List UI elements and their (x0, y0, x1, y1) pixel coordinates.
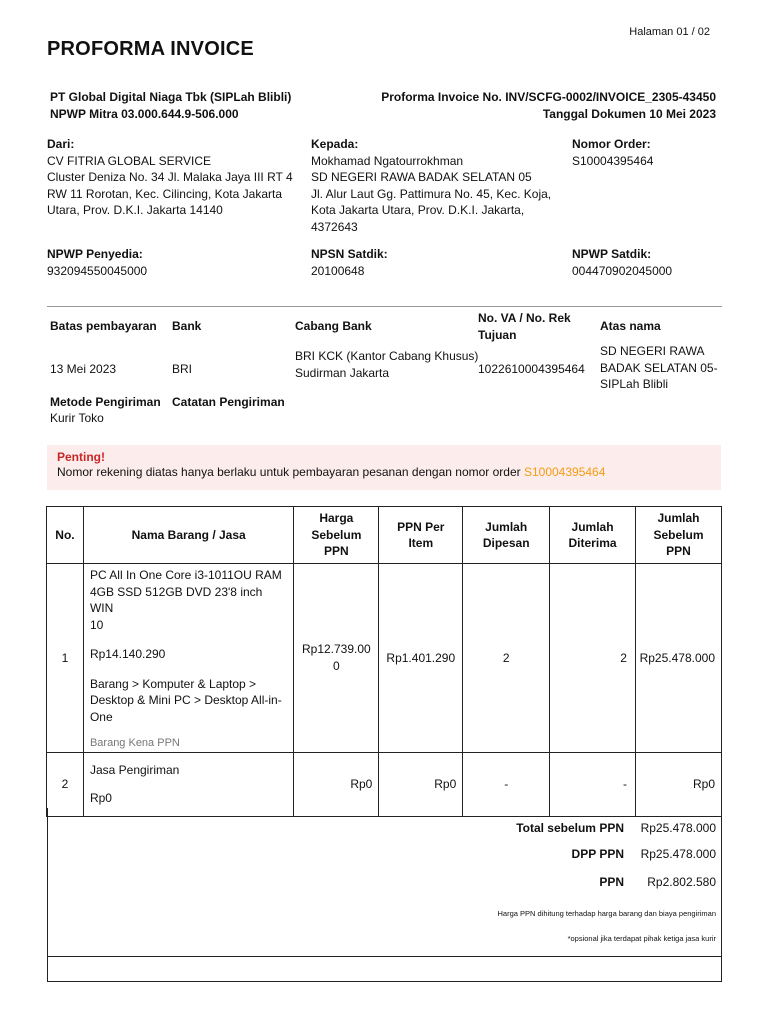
item-price: Rp14.140.290 (89, 647, 166, 661)
ppn-value: Rp2.802.580 (647, 875, 716, 889)
item-name: Jasa Pengiriman (89, 763, 180, 777)
to-block (311, 136, 561, 235)
notice-text (57, 465, 605, 479)
order-value: S10004395464 (572, 153, 654, 168)
payment-header-cabang: Cabang Bank (295, 319, 372, 333)
items-table (46, 506, 722, 817)
item-price: Rp0 (89, 790, 112, 805)
row-item-details (83, 564, 293, 753)
from-block (47, 136, 297, 219)
summary-note: *opsional jika terdapat pihak ketiga jasa kurir (567, 934, 716, 943)
table-row (47, 752, 722, 816)
row-dipesan: - (463, 752, 550, 816)
order-label: Nomor Order: (572, 137, 651, 151)
to-line: Kota Jakarta Utara, Prov. D.K.I. Jakarta, (311, 203, 525, 217)
total-value: Rp25.478.000 (640, 821, 716, 835)
header-diterima (550, 507, 636, 564)
to-line: 4372643 (311, 219, 358, 234)
divider (47, 306, 722, 307)
header-line: Dipesan (482, 536, 530, 550)
row-no: 1 (47, 564, 84, 753)
row-jumlah: Rp0 (635, 752, 721, 816)
to-name: Mokhamad Ngatourrokhman (311, 153, 464, 168)
row-harga-line: 0 (333, 658, 340, 673)
payment-atas-nama-line: SIPLah Blibli (600, 377, 669, 391)
shipping-method-label: Metode Pengiriman (50, 395, 161, 409)
invoice-number: Proforma Invoice No. INV/SCFG-0002/INVOICE_2305-43450 (381, 90, 716, 104)
npsn-label: NPSN Satdik: (311, 247, 388, 261)
header-line: Sebelum (653, 527, 704, 542)
to-line: SD NEGERI RAWA BADAK SELATAN 05 (311, 170, 532, 184)
payment-header-va (478, 310, 571, 343)
header-line: Harga (319, 511, 354, 526)
summary-note: Harga PPN dihitung terhadap harga barang dan biaya pengiriman (497, 909, 716, 918)
from-address-line: Cluster Deniza No. 34 Jl. Malaka Jaya III RT 4 (47, 170, 293, 184)
row-item-details (83, 752, 293, 816)
payment-header-va-line: Tujuan (478, 327, 517, 342)
notice-heading: Penting! (57, 450, 105, 464)
dpp-value: Rp25.478.000 (640, 847, 716, 861)
item-name-line: 4GB SSD 512GB DVD 23'8 inch WIN (89, 584, 263, 615)
item-name-line: 10 (89, 617, 104, 632)
payment-atas-nama-line: SD NEGERI RAWA (600, 344, 705, 358)
order-block (572, 136, 653, 169)
header-line: Jumlah (485, 519, 528, 534)
from-name: CV FITRIA GLOBAL SERVICE (47, 153, 212, 168)
header-line: Jumlah (657, 511, 700, 526)
row-jumlah: Rp25.478.000 (635, 564, 721, 753)
item-name-line: PC All In One Core i3-1011OU RAM (89, 568, 282, 582)
header-ppn (379, 507, 463, 564)
notice-box (47, 445, 721, 490)
from-address-line: RW 11 Rorotan, Kec. Cilincing, Kota Jakarta (47, 186, 282, 201)
header-line: PPN (666, 544, 691, 559)
row-harga: Rp0 (294, 752, 379, 816)
dpp-label: DPP PPN (571, 847, 624, 861)
npwp-satdik-block (572, 246, 672, 279)
row-ppn: Rp1.401.290 (379, 564, 463, 753)
row-diterima: - (550, 752, 636, 816)
table-header-row (47, 507, 722, 564)
row-no: 2 (47, 752, 84, 816)
item-category-line: One (89, 709, 113, 724)
header-dipesan (463, 507, 550, 564)
npwp-satdik-value: 004470902045000 (572, 263, 673, 278)
npsn-value: 20100648 (311, 263, 365, 278)
table-row (47, 564, 722, 753)
item-category-line: Barang > Komputer & Laptop > (89, 676, 257, 691)
seller-name: PT Global Digital Niaga Tbk (SIPLah Blibli) (50, 90, 292, 104)
payment-header-batas: Batas pembayaran (50, 319, 157, 333)
header-harga (294, 507, 379, 564)
row-diterima: 2 (550, 564, 636, 753)
from-label: Dari: (47, 137, 75, 151)
header-line: Diterima (568, 536, 617, 550)
to-line: Jl. Alur Laut Gg. Pattimura No. 45, Kec. Koja, (311, 186, 552, 201)
npsn-block (311, 246, 388, 279)
invoice-date: Tanggal Dokumen 10 Mei 2023 (542, 107, 716, 121)
row-harga-line: Rp12.739.00 (301, 642, 371, 657)
page-title: PROFORMA INVOICE (47, 38, 254, 60)
payment-va-value: 1022610004395464 (478, 362, 585, 376)
page-number: Halaman 01 / 02 (629, 26, 710, 38)
payment-batas-value: 13 Mei 2023 (50, 362, 117, 376)
seller-npwp: NPWP Mitra 03.000.644.9-506.000 (50, 107, 239, 121)
summary-divider (48, 956, 721, 957)
notice-order-number: S10004395464 (523, 465, 606, 479)
payment-header-atas-nama: Atas nama (600, 319, 661, 333)
header-line: Jumlah (571, 519, 614, 534)
total-label: Total sebelum PPN (516, 821, 624, 835)
payment-cabang-line: Sudirman Jakarta (295, 365, 390, 380)
npwp-penyedia-label: NPWP Penyedia: (47, 247, 143, 261)
payment-atas-nama-line: BADAK SELATAN 05- (600, 360, 718, 375)
to-label: Kepada: (311, 137, 359, 151)
header-nama: Nama Barang / Jasa (83, 507, 293, 564)
header-line: PPN Per (397, 519, 445, 534)
row-ppn: Rp0 (379, 752, 463, 816)
ppn-label: PPN (599, 875, 624, 889)
from-address-line: Utara, Prov. D.K.I. Jakarta 14140 (47, 203, 223, 217)
notice-message: Nomor rekening diatas hanya berlaku untuk pembayaran pesanan dengan nomor order (57, 465, 524, 479)
shipping-method-value: Kurir Toko (50, 411, 104, 425)
item-tax-note: Barang Kena PPN (89, 737, 180, 749)
row-harga (294, 564, 379, 753)
header-line: Item (408, 536, 434, 550)
payment-bank-value: BRI (172, 362, 193, 376)
payment-header-va-line: No. VA / No. Rek (478, 311, 571, 325)
row-dipesan: 2 (463, 564, 550, 753)
header-line: PPN (324, 544, 349, 559)
payment-atas-nama-value (600, 343, 718, 393)
payment-cabang-value (295, 348, 478, 381)
item-category-line: Desktop & Mini PC > Desktop All-in- (89, 693, 282, 707)
header-no: No. (47, 507, 84, 564)
shipping-note-label: Catatan Pengiriman (172, 395, 285, 409)
npwp-penyedia-block (47, 246, 147, 279)
npwp-penyedia-value: 932094550045000 (47, 263, 148, 278)
payment-header-bank: Bank (172, 319, 202, 333)
npwp-satdik-label: NPWP Satdik: (572, 247, 652, 261)
header-jumlah (635, 507, 721, 564)
payment-cabang-line: BRI KCK (Kantor Cabang Khusus) (295, 349, 479, 363)
header-line: Sebelum (311, 527, 362, 542)
